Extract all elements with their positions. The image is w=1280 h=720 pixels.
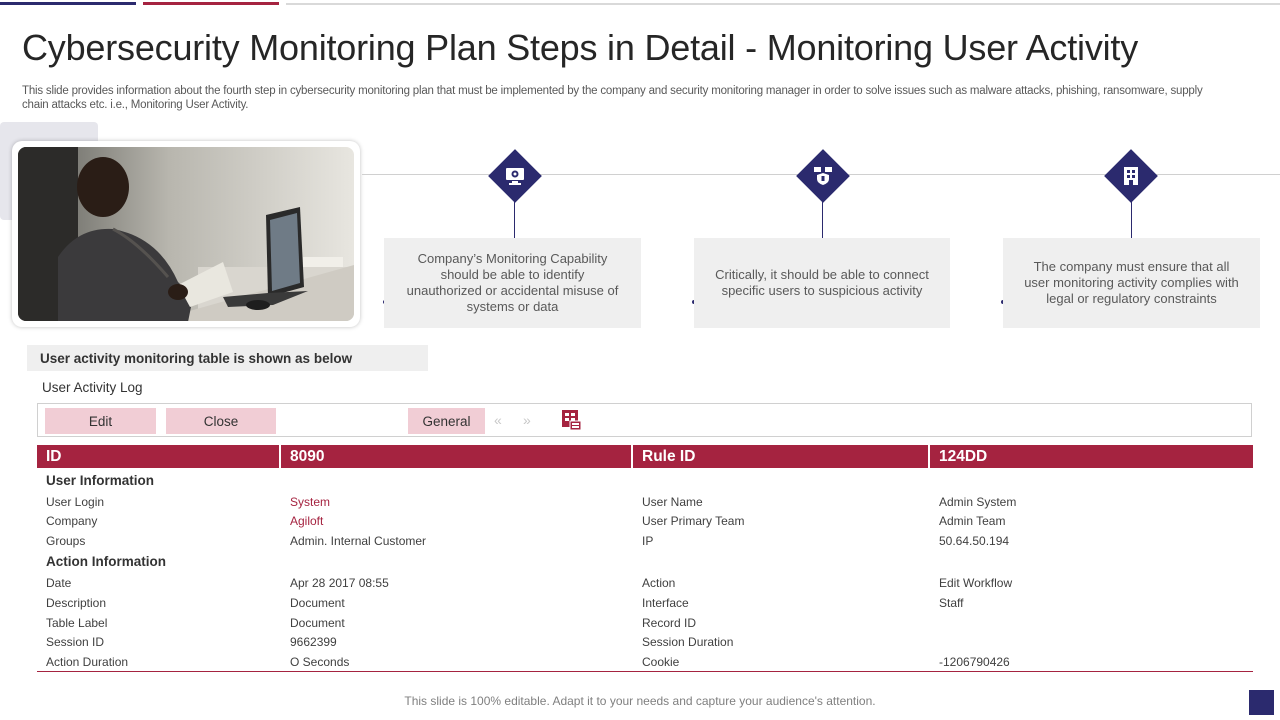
row-key: IP (642, 534, 654, 548)
row-key: Action (642, 576, 676, 590)
row-value: O Seconds (290, 655, 350, 669)
table-bottom-border (37, 671, 1253, 672)
previous-button[interactable]: « (494, 412, 502, 428)
step-1-stem (514, 196, 515, 238)
row-key: Table Label (46, 616, 108, 630)
edit-button[interactable]: Edit (45, 408, 156, 434)
header-divider (279, 445, 281, 468)
table-section-header (27, 345, 428, 371)
corner-square (1249, 690, 1274, 715)
header-rule-id-label: Rule ID (642, 448, 696, 465)
row-value: Document (290, 596, 345, 610)
row-value: Admin Team (939, 514, 1006, 528)
top-accent-bar-crimson (143, 2, 279, 5)
action-information-heading: Action Information (46, 554, 166, 569)
step-3-card (1003, 238, 1260, 328)
man-reading-at-laptop-photo (18, 147, 354, 321)
step-2-text: Critically, it should be able to connect specific users to suspicious activity (715, 267, 929, 298)
row-key: Company (46, 514, 98, 528)
row-key: Action Duration (46, 655, 129, 669)
user-information-heading: User Information (46, 473, 155, 488)
header-id-value: 8090 (290, 448, 325, 465)
row-key: User Login (46, 495, 105, 509)
row-value: Document (290, 616, 345, 630)
row-value: -1206790426 (939, 655, 1010, 669)
row-key: Date (46, 576, 72, 590)
page-subtitle: This slide provides information about the fourth step in cybersecurity monitoring plan that must be implemented by the company and security monitoring manager in order to solve issues such as malware attacks, phishing, ransomware, supply chain attacks etc. i.e., Monitoring User Activity. (22, 85, 1203, 111)
table-section-header-text: User activity monitoring table is shown as below (40, 350, 353, 366)
row-key: Groups (46, 534, 86, 548)
building-icon (1116, 161, 1146, 191)
general-button[interactable]: General (408, 408, 485, 434)
next-button[interactable]: » (523, 412, 531, 428)
header-rule-id-value: 124DD (939, 448, 988, 465)
step-2-stem (822, 196, 823, 238)
monitor-gear-icon (500, 161, 530, 191)
row-key: Interface (642, 596, 689, 610)
step-3-text: The company must ensure that all user monitoring activity complies with legal or regulatory constraints (1024, 259, 1239, 306)
company-link[interactable]: Agiloft (290, 514, 324, 528)
spreadsheet-icon[interactable] (561, 409, 583, 436)
row-value: 9662399 (290, 635, 337, 649)
row-value: Apr 28 2017 08:55 (290, 576, 389, 590)
network-shield-icon (808, 161, 838, 191)
footer-note: This slide is 100% editable. Adapt it to your needs and capture your audience's attention. (404, 694, 876, 708)
row-value: 50.64.50.194 (939, 534, 1010, 548)
row-key: Record ID (642, 616, 697, 630)
user-login-link[interactable]: System (290, 495, 331, 509)
row-key: User Primary Team (642, 514, 745, 528)
top-accent-bar-grey (286, 3, 1280, 5)
top-accent-bar-navy (0, 2, 136, 5)
step-1-text: Company’s Monitoring Capability should be able to identify unauthorized or accidental misuse of systems or data (406, 251, 619, 314)
row-value: Admin. Internal Customer (290, 534, 427, 548)
close-button[interactable]: Close (166, 408, 276, 434)
row-value: Admin System (939, 495, 1017, 509)
row-key: Cookie (642, 655, 680, 669)
step-2-card (694, 238, 950, 328)
row-value: Edit Workflow (939, 576, 1013, 590)
row-key: Session ID (46, 635, 105, 649)
row-key: Session Duration (642, 635, 734, 649)
header-divider (631, 445, 633, 468)
row-value: Staff (939, 596, 964, 610)
row-key: Description (46, 596, 107, 610)
header-id-label: ID (46, 448, 62, 465)
step-1-card (384, 238, 641, 328)
step-3-stem (1131, 196, 1132, 238)
page-title: Cybersecurity Monitoring Plan Steps in Detail - Monitoring User Activity (22, 27, 1139, 68)
row-key: User Name (642, 495, 703, 509)
activity-log-title: User Activity Log (42, 380, 143, 395)
header-divider (928, 445, 930, 468)
